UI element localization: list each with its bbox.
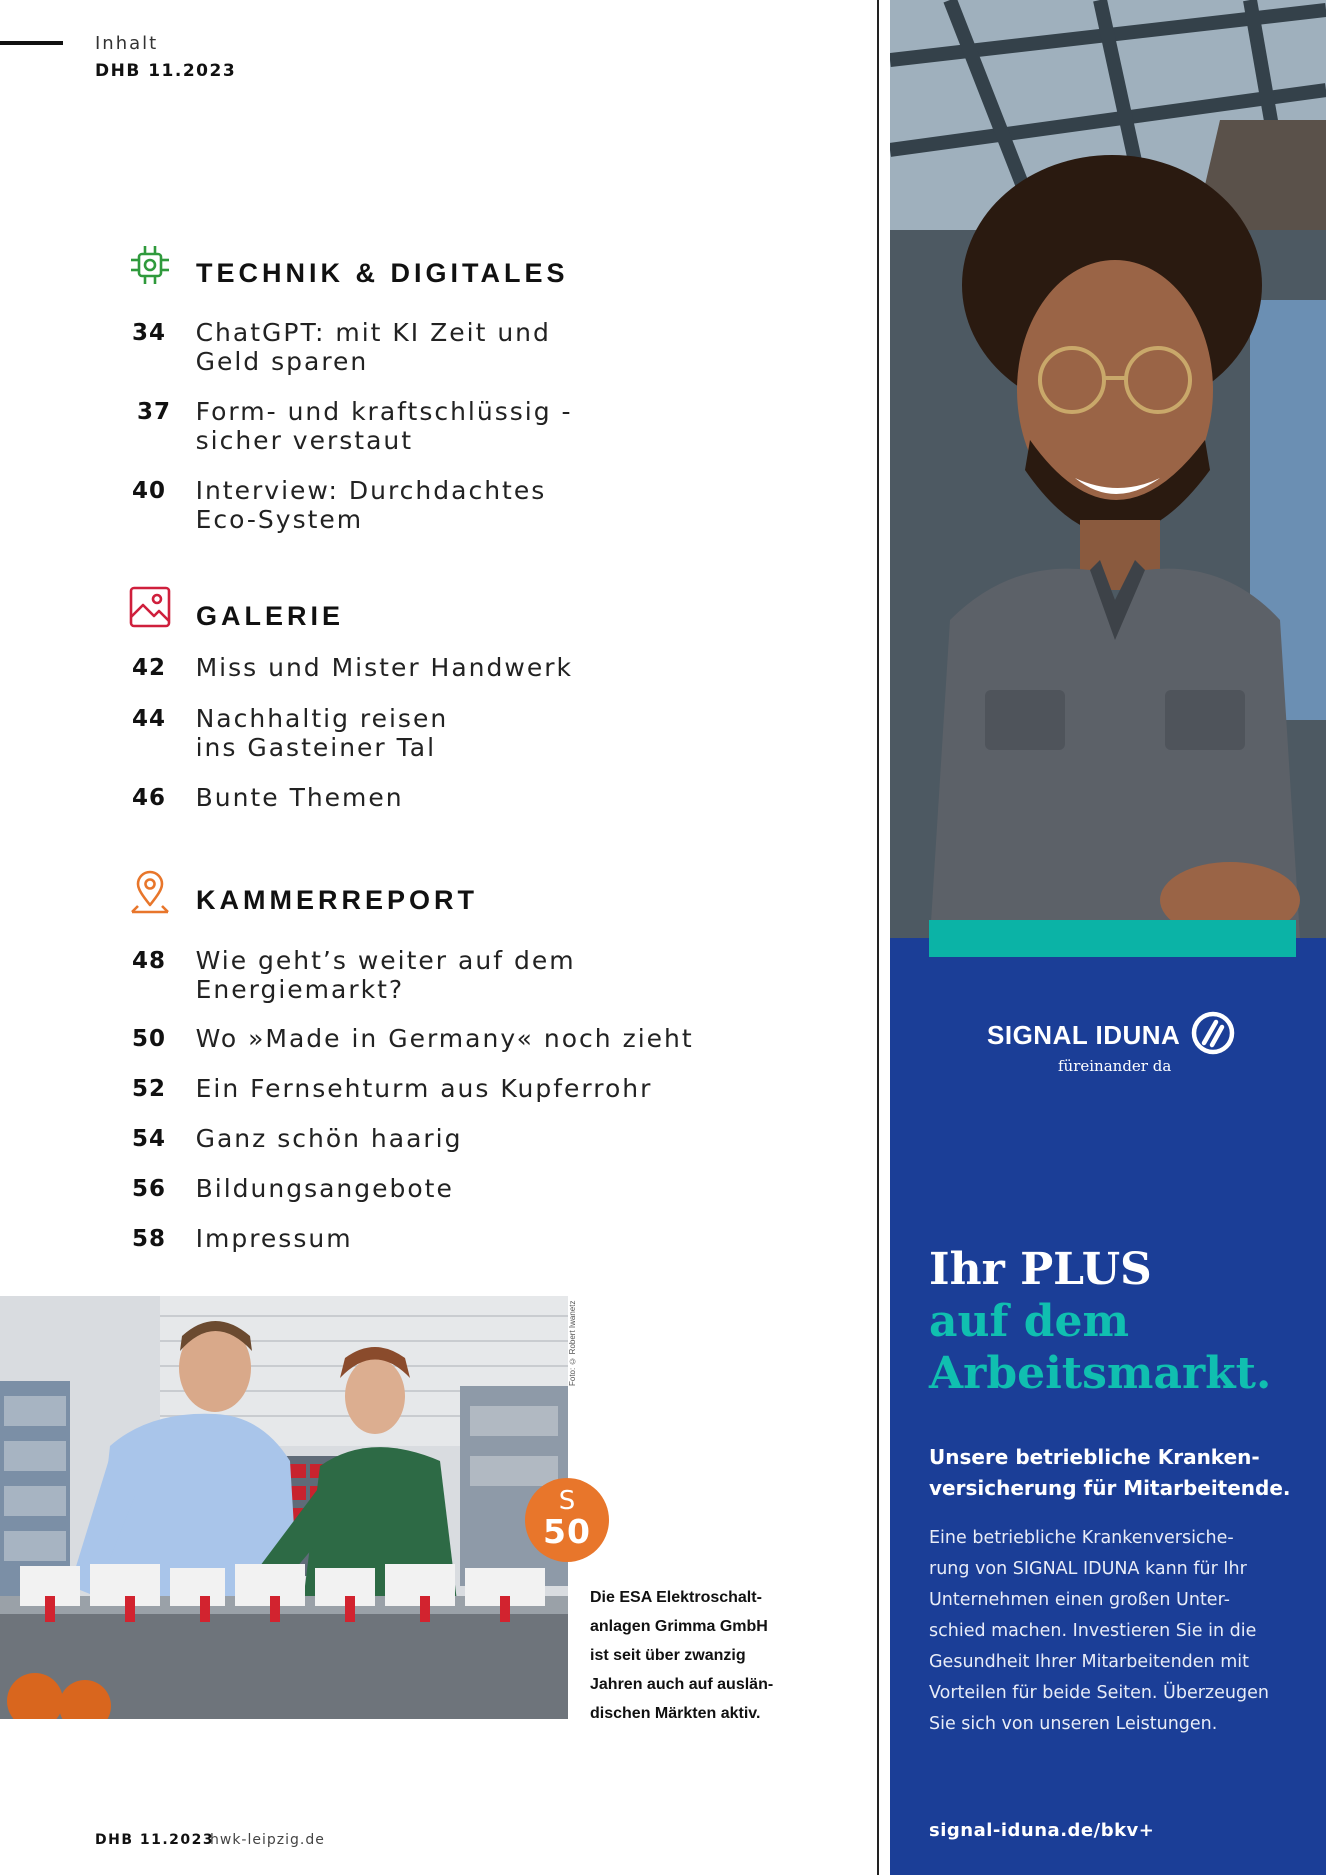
toc-title: Wo »Made in Germany« noch zieht [195,1024,694,1053]
page-badge-letter: S [558,1486,576,1516]
chip-icon [128,243,172,287]
ad-url-link[interactable]: signal-iduna.de/bkv+ [929,1820,1155,1841]
footer-url[interactable]: hwk-leipzig.de [210,1832,325,1848]
ad-headline-line: auf dem [929,1296,1130,1347]
toc-title: Bildungsangebote [195,1174,454,1203]
toc-title: Ein Fernsehturm aus Kupferrohr [195,1074,653,1103]
ad-logo [890,1005,1326,1085]
toc-title: ChatGPT: mit KI Zeit und Geld sparen [195,318,551,376]
toc-entry[interactable] [132,653,752,682]
toc-page-number: 58 [132,1226,167,1252]
toc-title: Wie geht’s weiter auf dem Energiemarkt? [195,946,576,1004]
toc-entry[interactable] [132,1024,752,1053]
toc-page-number: 40 [132,478,167,504]
toc-entry[interactable] [132,318,752,376]
ad-headline-line: Arbeitsmarkt. [929,1348,1272,1399]
picture-icon [128,585,172,629]
toc-page-number: 34 [132,320,167,346]
toc-entry[interactable] [132,704,752,762]
footer-issue: DHB 11.2023 [95,1832,215,1848]
section-title-kammerreport: KAMMERREPORT [196,885,478,915]
toc-title: Ganz schön haarig [195,1124,463,1153]
toc-entry[interactable] [132,1074,752,1103]
ad-accent-bar [929,920,1296,957]
toc-entry[interactable] [132,946,752,1004]
toc-page-number: 37 [137,399,172,425]
toc-entry[interactable] [132,783,752,812]
toc-title: Impressum [195,1224,353,1253]
photo-credit: Foto: © Robert Iwanetz [568,1300,577,1386]
page-badge-number: 50 [543,1512,591,1551]
toc-page-number: 50 [132,1026,167,1052]
ad-headline [929,1244,1319,1400]
ad-brand-name: SIGNAL IDUNA [987,1020,1181,1050]
section-label: Inhalt [95,33,159,54]
toc-title: Interview: Durchdachtes Eco-System [195,476,547,534]
map-pin-icon [128,870,172,914]
toc-page-number: 46 [132,785,167,811]
toc-entry[interactable] [132,1124,752,1153]
section-title-technik: TECHNIK & DIGITALES [196,258,569,288]
column-divider [877,0,879,1875]
toc-page-number: 48 [132,948,167,974]
toc-title: Form- und kraftschlüssig - sicher verstaut [195,397,573,455]
ad-body-text: Eine betriebliche Krankenversiche- rung von SIGNAL IDUNA kann für Ihr Unternehmen einen großen Unter- schied machen. Investieren Sie in die Gesundheit Ihrer Mitarbeitenden mit Vorteilen für beide Seiten. Überzeugen Sie sich von unseren Leistungen. [929,1528,1269,1734]
section-title-galerie: GALERIE [196,601,345,631]
toc-page-number: 42 [132,655,167,681]
toc-title: Bunte Themen [195,783,404,812]
ad-photo [890,0,1326,938]
ad-subheadline: Unsere betriebliche Kranken- versicherung für Mitarbeitende. [929,1445,1291,1500]
ad-headline-line: Ihr PLUS [929,1244,1152,1295]
toc-page-number: 56 [132,1176,167,1202]
toc-entry[interactable] [132,397,752,455]
toc-entry[interactable] [132,1224,752,1253]
toc-title: Nachhaltig reisen ins Gasteiner Tal [195,704,449,762]
page-badge[interactable] [525,1478,609,1562]
ad-slogan: füreinander da [1058,1057,1172,1075]
toc-title: Miss und Mister Handwerk [195,653,573,682]
workshop-photo [0,1296,568,1719]
toc-entry[interactable] [132,476,752,534]
issue-label: DHB 11.2023 [95,61,237,81]
toc-page-number: 44 [132,706,167,732]
advertisement[interactable] [890,0,1326,1875]
toc-page-number: 54 [132,1126,167,1152]
toc-entry[interactable] [132,1174,752,1203]
photo-caption: Die ESA Elektroschalt- anlagen Grimma GmbH ist seit über zwanzig Jahren auch auf auslän- dischen Märkten aktiv. [590,1589,774,1722]
header-rule [0,41,63,45]
toc-page-number: 52 [132,1076,167,1102]
signal-iduna-logo-icon [1190,1010,1236,1056]
